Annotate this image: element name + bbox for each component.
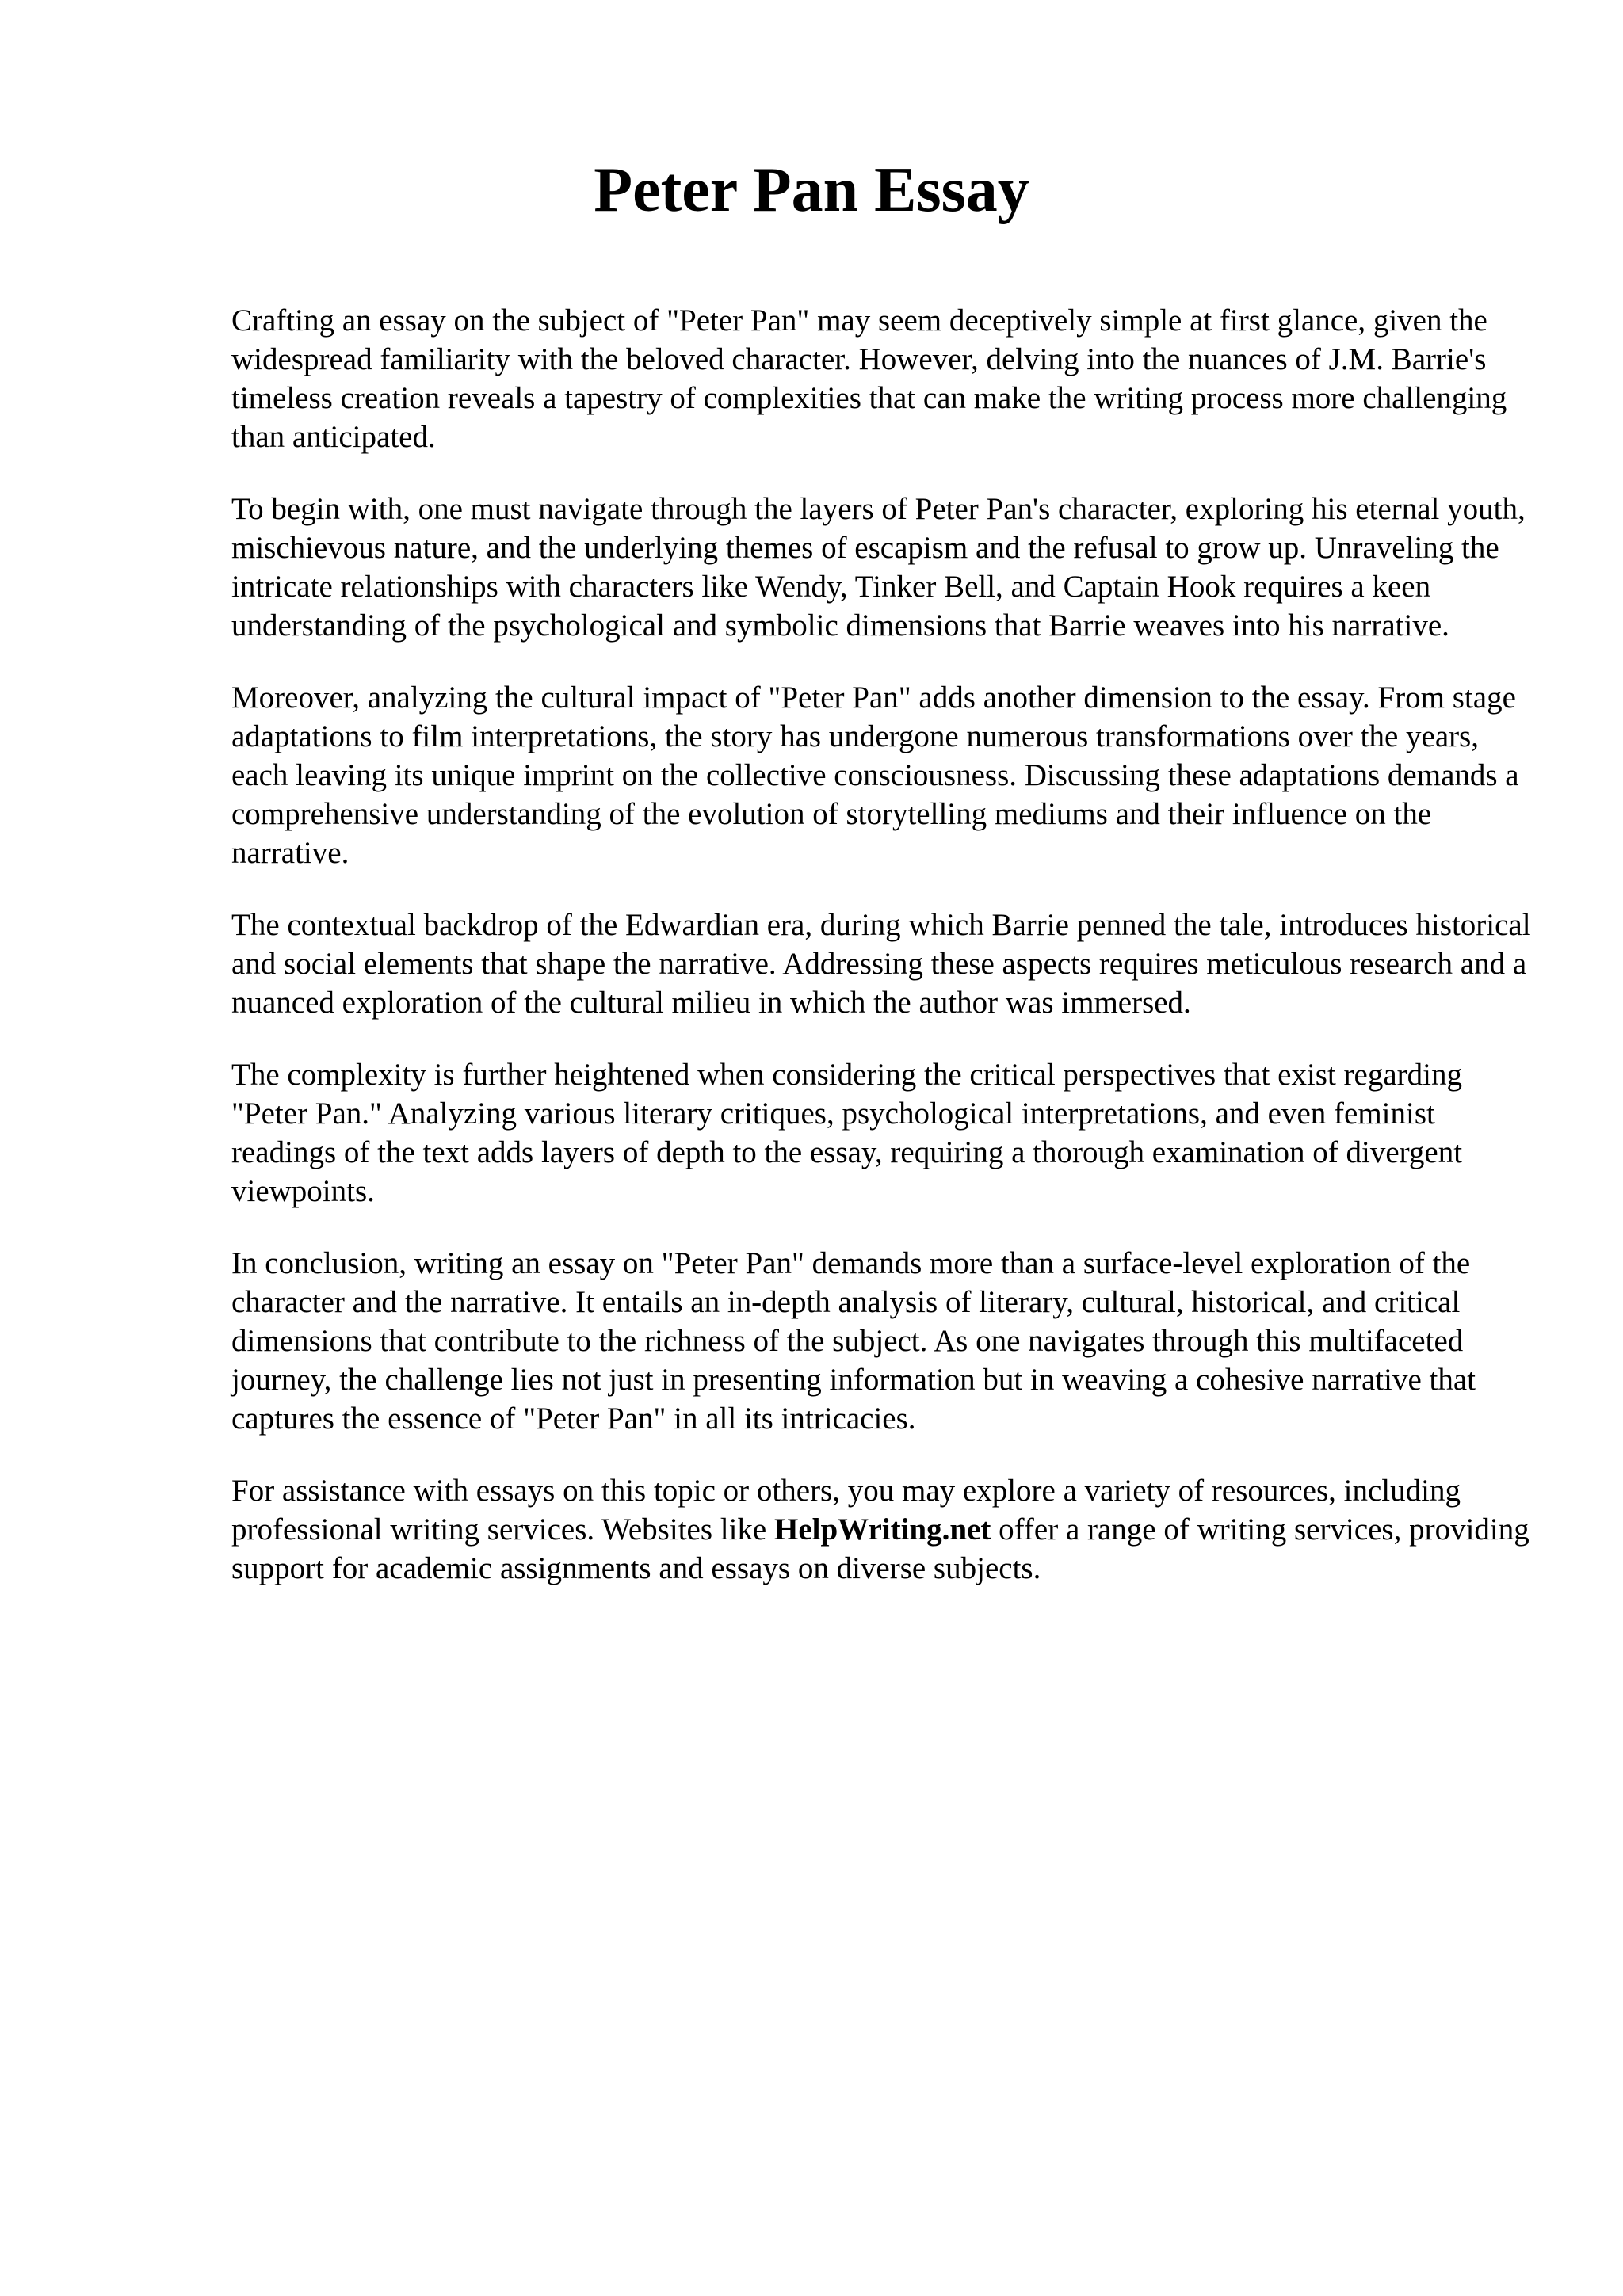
paragraph-2: To begin with, one must navigate through the layers of Peter Pan's character, exploring his eternal youth, mischievous nature, and the underlying themes of escapism and the refusal to grow up. Unraveling the intricate relationships with characters like Wendy, Tinker Bell, and Captain Hook requires a keen understanding of the psychological and symbolic dimensions that Barrie weaves into his narrative. bbox=[231, 492, 1526, 643]
paragraph-5: The complexity is further heightened when considering the critical perspectives that exist regarding "Peter Pan." Analyzing various literary critiques, psychological interpretations, and even feminist readings of the text adds layers of depth to the essay, requiring a thorough examination of divergent viewpoints. bbox=[231, 1058, 1463, 1208]
paragraph-1: Crafting an essay on the subject of "Peter Pan" may seem deceptively simple at first glance, given the widespread familiarity with the beloved character. However, delving into the nuances of J.M. Barrie's timeless creation reveals a tapestry of complexities that can make the writing process more challenging than anticipated. bbox=[231, 303, 1507, 454]
closing-text-after: offer a range of writing services, providing support for academic assignments and essays on diverse subjects. bbox=[231, 1512, 1529, 1585]
paragraph-4: The contextual backdrop of the Edwardian era, during which Barrie penned the tale, introduces historical and social elements that shape the narrative. Addressing these aspects requires meticulous research and a nuanced exploration of the cultural milieu in which the author was immersed. bbox=[231, 908, 1531, 1020]
document-title: Peter Pan Essay bbox=[594, 155, 1029, 225]
paragraph-6: In conclusion, writing an essay on "Peter Pan" demands more than a surface-level exploration of the character and the narrative. It entails an in-depth analysis of literary, cultural, historical, and critical dimensions that contribute to the richness of the subject. As one navigates through this multifaceted journey, the challenge lies not just in presenting information but in weaving a cohesive narrative that captures the essence of "Peter Pan" in all its intricacies. bbox=[231, 1246, 1476, 1436]
closing-text-before: For assistance with essays on this topic or others, you may explore a variety of resources, including professional writing services. Websites like bbox=[231, 1474, 1461, 1547]
helpwriting-brand: HelpWriting.net bbox=[774, 1512, 991, 1547]
document-body bbox=[231, 301, 1531, 1621]
closing-paragraph bbox=[231, 1471, 1531, 1588]
paragraph-3: Moreover, analyzing the cultural impact of "Peter Pan" adds another dimension to the essay. From stage adaptations to film interpretations, the story has undergone numerous transformations over the years, each leaving its unique imprint on the collective consciousness. Discussing these adaptations demands a comprehensive understanding of the evolution of storytelling mediums and their influence on the narrative. bbox=[231, 681, 1519, 870]
